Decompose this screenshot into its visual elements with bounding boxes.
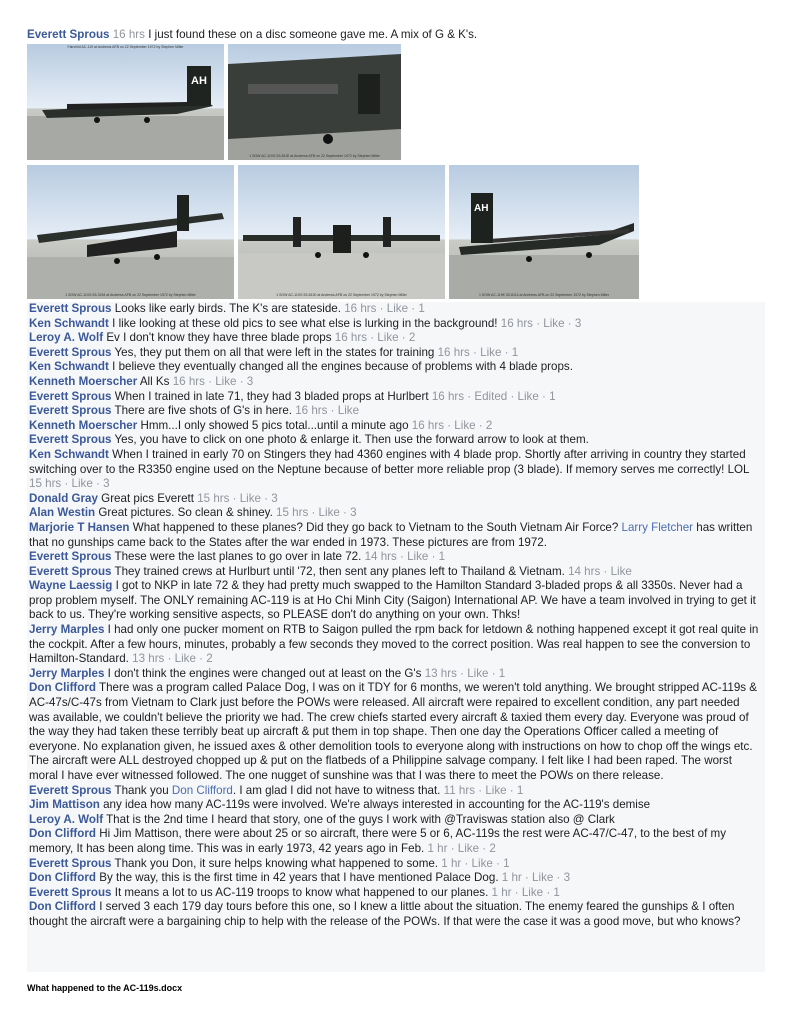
comment-meta[interactable]: 13 hrs · Like · 1 bbox=[424, 666, 506, 680]
comment-text: I served 3 each 179 day tours before this one, so I knew a little about the situation. The enemy feared the gunships & I often thought the aircraft were a bargaining chip to help with the release of the POWs. If that were the case it was a good move, but who knows? bbox=[29, 900, 741, 928]
comment bbox=[27, 550, 765, 565]
comment-meta[interactable]: 14 hrs · Like · 1 bbox=[364, 550, 446, 564]
comment-author[interactable]: Everett Sprous bbox=[29, 783, 112, 797]
comment-author[interactable]: Alan Westin bbox=[29, 506, 96, 520]
photo-caption: 1 SOW AC-119G 53-8130 at Andrews AFB on 22 September 1972 by Stephen Miller bbox=[249, 154, 380, 158]
photo-1[interactable] bbox=[27, 44, 224, 160]
post-header bbox=[27, 27, 767, 42]
comment-author[interactable]: Everett Sprous bbox=[29, 564, 112, 578]
comment-meta[interactable]: 11 hrs · Like · 1 bbox=[443, 783, 524, 797]
comment-meta[interactable]: 16 hrs · Like · 3 bbox=[500, 316, 582, 330]
comment-text: There are five shots of G's in here. bbox=[114, 404, 292, 418]
comment-author[interactable]: Everett Sprous bbox=[29, 404, 112, 418]
aircraft-illustration bbox=[238, 165, 445, 299]
photo-caption: 1 SOW AC-119G 53-8130 at Andrews AFB on 22 September 1972 by Stephen Miller bbox=[276, 293, 407, 297]
comment bbox=[27, 798, 765, 813]
comment-text: Hi Jim Mattison, there were about 25 or so aircraft, there were 5 or 6, AC-119s the rest were AC-47/C-47, to the best of my memory, It has been along time. This was in early 1973, 42 years ago in Feb. bbox=[29, 827, 726, 855]
comment bbox=[27, 857, 765, 872]
comment bbox=[27, 886, 765, 901]
comment-text: That is the 2nd time I heard that story, one of the guys I work with @Traviswas station also @ Clark bbox=[106, 812, 615, 826]
comment-author[interactable]: Kenneth Moerscher bbox=[29, 418, 138, 432]
comment-author[interactable]: Everett Sprous bbox=[29, 389, 112, 403]
comment bbox=[27, 404, 765, 419]
comment-text: Hmm...I only showed 5 pics total...until a minute ago bbox=[140, 418, 409, 432]
comment-meta[interactable]: 16 hrs · Like · 1 bbox=[437, 345, 519, 359]
comment-author[interactable]: Kenneth Moerscher bbox=[29, 374, 138, 388]
comment-meta[interactable]: 14 hrs · Like bbox=[568, 564, 632, 578]
comment-text: It means a lot to us AC-119 troops to know what happened to our planes. bbox=[114, 885, 489, 899]
comment bbox=[27, 784, 765, 799]
comment-mention[interactable]: Don Clifford bbox=[171, 783, 233, 797]
comment bbox=[27, 900, 765, 929]
comment-meta[interactable]: 16 hrs · Like · 3 bbox=[172, 374, 254, 388]
comment-text: There was a program called Palace Dog, I was on it TDY for 6 months, we weren't told anything. We brought stripped AC-119s & AC-47s/C-47s from Vietnam to Clark just before the POWs were released. All aircraft were repaired to excellent condition, any part needed was available, we couldn't believe the priority we had. The crew chiefs started every aircraft & taxied them every day. Everyone was proud of the way they had taken these terribly beat up aircraft & put them in top shape. Then one day the Operations Officer called a meeting of everyone. No explanation given, he issued axes & other demolition tools to everyone along with instructions on how to chop off the wings etc. The aircraft were ALL destroyed chopped up & put on the flatbeds of a Philippine salvage company. I felt like I had been raped. The worst moral I have ever witnessed followed. The one nugget of sunshine was that I was there to meet the POWs on there release. bbox=[29, 681, 758, 782]
comment bbox=[27, 317, 765, 332]
comment bbox=[27, 346, 765, 361]
comment-meta[interactable]: 16 hrs · Like · 2 bbox=[411, 418, 493, 432]
comment bbox=[27, 331, 765, 346]
comment-author[interactable]: Ken Schwandt bbox=[29, 316, 109, 330]
comment-meta[interactable]: 16 hrs · Like bbox=[295, 404, 360, 418]
comment-author[interactable]: Leroy A. Wolf bbox=[29, 812, 104, 826]
comment-meta[interactable]: 16 hrs · Like · 2 bbox=[334, 331, 416, 345]
comment-author[interactable]: Everett Sprous bbox=[29, 433, 112, 447]
comment bbox=[27, 521, 765, 550]
comment-text: Looks like early birds. The K's are stateside. bbox=[114, 302, 341, 315]
comment-text: Yes, you have to click on one photo & enlarge it. Then use the forward arrow to look at them. bbox=[114, 433, 589, 447]
photo-3[interactable] bbox=[27, 165, 234, 299]
comment-author[interactable]: Everett Sprous bbox=[29, 856, 112, 870]
photo-4[interactable] bbox=[238, 165, 445, 299]
comment-meta[interactable]: 15 hrs · Like · 3 bbox=[197, 491, 278, 505]
document-filename: What happened to the AC-119s.docx bbox=[27, 983, 183, 993]
comment-author[interactable]: Ken Schwandt bbox=[29, 447, 109, 461]
photo-5[interactable] bbox=[449, 165, 639, 299]
comment bbox=[27, 667, 765, 682]
comment-author[interactable]: Leroy A. Wolf bbox=[29, 331, 104, 345]
comment-text: By the way, this is the first time in 42 years that I have mentioned Palace Dog. bbox=[99, 871, 499, 885]
comment-list bbox=[27, 302, 765, 972]
comment bbox=[27, 390, 765, 405]
comment bbox=[27, 360, 765, 375]
post-time[interactable]: 16 hrs bbox=[112, 28, 145, 41]
comment-text: Great pics Everett bbox=[101, 491, 194, 505]
photo-caption: 1 SOW AC-119G 53-3154 at Andrews AFB on 22 September 1972 by Stephen Miller bbox=[65, 293, 196, 297]
comment-text: I like looking at these old pics to see what else is lurking in the background! bbox=[112, 316, 498, 330]
aircraft-illustration bbox=[27, 165, 234, 299]
aircraft-illustration bbox=[449, 165, 639, 299]
comment bbox=[27, 433, 765, 448]
comment-text: has written that no gunships came back to the States after the war ended in 1973. These pictures are from 1972. bbox=[29, 520, 753, 549]
comment-meta[interactable]: 1 hr · Like · 3 bbox=[501, 871, 571, 885]
comment bbox=[27, 492, 765, 507]
post-text: I just found these on a disc someone gave me. A mix of G & K's. bbox=[148, 28, 478, 41]
comment-author[interactable]: Everett Sprous bbox=[29, 302, 112, 315]
aircraft-illustration bbox=[27, 44, 224, 160]
comment bbox=[27, 419, 765, 434]
aircraft-illustration bbox=[228, 44, 401, 160]
comment bbox=[27, 813, 765, 828]
comment-meta[interactable]: 15 hrs · Like · 3 bbox=[276, 506, 357, 520]
photo-caption: Fairchild AC-119 at Andrews AFB on 22 September 1972 by Stephen Miller bbox=[67, 45, 184, 49]
comment-meta[interactable]: 15 hrs · Like · 3 bbox=[29, 477, 110, 491]
comment-author[interactable]: Don Clifford bbox=[29, 681, 96, 695]
comment-meta[interactable]: 13 hrs · Like · 2 bbox=[132, 652, 213, 666]
comment bbox=[27, 579, 765, 623]
comment-author[interactable]: Everett Sprous bbox=[29, 345, 112, 359]
comment-text: Yes, they put them on all that were left in the states for training bbox=[114, 345, 435, 359]
comment-author[interactable]: Don Clifford bbox=[29, 827, 96, 841]
comment-author[interactable]: Jerry Marples bbox=[29, 623, 105, 637]
tail-code: AH bbox=[474, 203, 489, 214]
comment-author[interactable]: Don Clifford bbox=[29, 871, 96, 885]
comment-author[interactable]: Jerry Marples bbox=[29, 666, 105, 680]
comment-author[interactable]: Everett Sprous bbox=[29, 550, 112, 564]
comment-meta[interactable]: 1 hr · Like · 1 bbox=[441, 856, 510, 870]
comment-mention[interactable]: Larry Fletcher bbox=[621, 520, 694, 534]
comment-text: When I trained in early 70 on Stingers they had 4360 engines with 4 blade prop. Shortly after arriving in country they started switching over to the R3350 engine used on the Neptune because of better more reliable prop (3 blade). If memory serves me correctly! LOL bbox=[29, 447, 750, 476]
comment bbox=[27, 506, 765, 521]
post-author[interactable]: Everett Sprous bbox=[27, 28, 110, 41]
comment-text: What happened to these planes? Did they go back to Vietnam to the South Vietnam Air Force? bbox=[132, 520, 619, 534]
tail-code: AH bbox=[191, 75, 207, 87]
comment bbox=[27, 565, 765, 580]
comment-author[interactable]: Ken Schwandt bbox=[29, 360, 109, 374]
comment-author[interactable]: Donald Gray bbox=[29, 491, 98, 505]
comment-text: Great pictures. So clean & shiney. bbox=[98, 506, 273, 520]
comment-text: I believe they eventually changed all the engines because of problems with 4 blade props. bbox=[112, 360, 573, 374]
comment bbox=[27, 302, 765, 317]
comment-text: Ev I don't know they have three blade props bbox=[106, 331, 332, 345]
comment-author[interactable]: Marjorie T Hansen bbox=[29, 520, 130, 534]
comment-text: Thank you Don, it sure helps knowing what happened to some. bbox=[114, 856, 439, 870]
comment-meta[interactable]: 1 hr · Like · 2 bbox=[427, 841, 496, 855]
comment-text: I got to NKP in late 72 & they had pretty much swapped to the Hamilton Standard 3-bladed props & all 3350s. Never had a prop problem myself. The ONLY remaining AC-119 is at Ho Chi Minh City (Saigon) International AP. We have a team involved in trying to get it back to us. They're working sensitive aspects, so PLEASE don't do anything on your own. Thks! bbox=[29, 579, 756, 622]
comment bbox=[27, 448, 765, 492]
comment bbox=[27, 623, 765, 667]
comment-text: They trained crews at Hurlburt until '72, then sent any planes left to Thailand & Vietnam. bbox=[114, 564, 565, 578]
comment-author[interactable]: Don Clifford bbox=[29, 900, 96, 914]
comment-text: I don't think the engines were changed out at least on the G's bbox=[107, 666, 422, 680]
comment-text: I had only one pucker moment on RTB to Saigon pulled the rpm back for letdown & nothing happened except it got real quite in the cockpit. After a few hours, minutes, probably a few seconds they moved to the correct position. Was real happen to see the conversion to Hamilton-Standard. bbox=[29, 623, 759, 666]
comment-author[interactable]: Jim Mattison bbox=[29, 798, 100, 812]
comment-text: . I am glad I did not have to witness that. bbox=[232, 783, 441, 797]
comment-text: These were the last planes to go over in late 72. bbox=[114, 550, 362, 564]
comment-text: Thank you bbox=[114, 783, 169, 797]
comment-author[interactable]: Wayne Laessig bbox=[29, 579, 113, 593]
comment-text: All Ks bbox=[139, 374, 170, 388]
comment-meta[interactable]: 16 hrs · Like · 1 bbox=[344, 302, 425, 315]
comment-meta[interactable]: 16 hrs · Edited · Like · 1 bbox=[431, 389, 556, 403]
comment-text: When I trained in late 71, they had 3 bladed props at Hurlbert bbox=[114, 389, 429, 403]
comment bbox=[27, 871, 765, 886]
comment bbox=[27, 375, 765, 390]
photo-caption: 1 SOW AC-119K 53-8114 at Andrews AFB on 22 September 1972 by Stephen Miller bbox=[478, 293, 610, 297]
photo-2[interactable] bbox=[228, 44, 401, 160]
comment-text: any idea how many AC-119s were involved. We're always interested in accounting for the AC-119's demise bbox=[103, 798, 651, 812]
comment-meta[interactable]: 1 hr · Like · 1 bbox=[491, 885, 560, 899]
comment bbox=[27, 681, 765, 783]
comment bbox=[27, 827, 765, 856]
comment-author[interactable]: Everett Sprous bbox=[29, 885, 112, 899]
